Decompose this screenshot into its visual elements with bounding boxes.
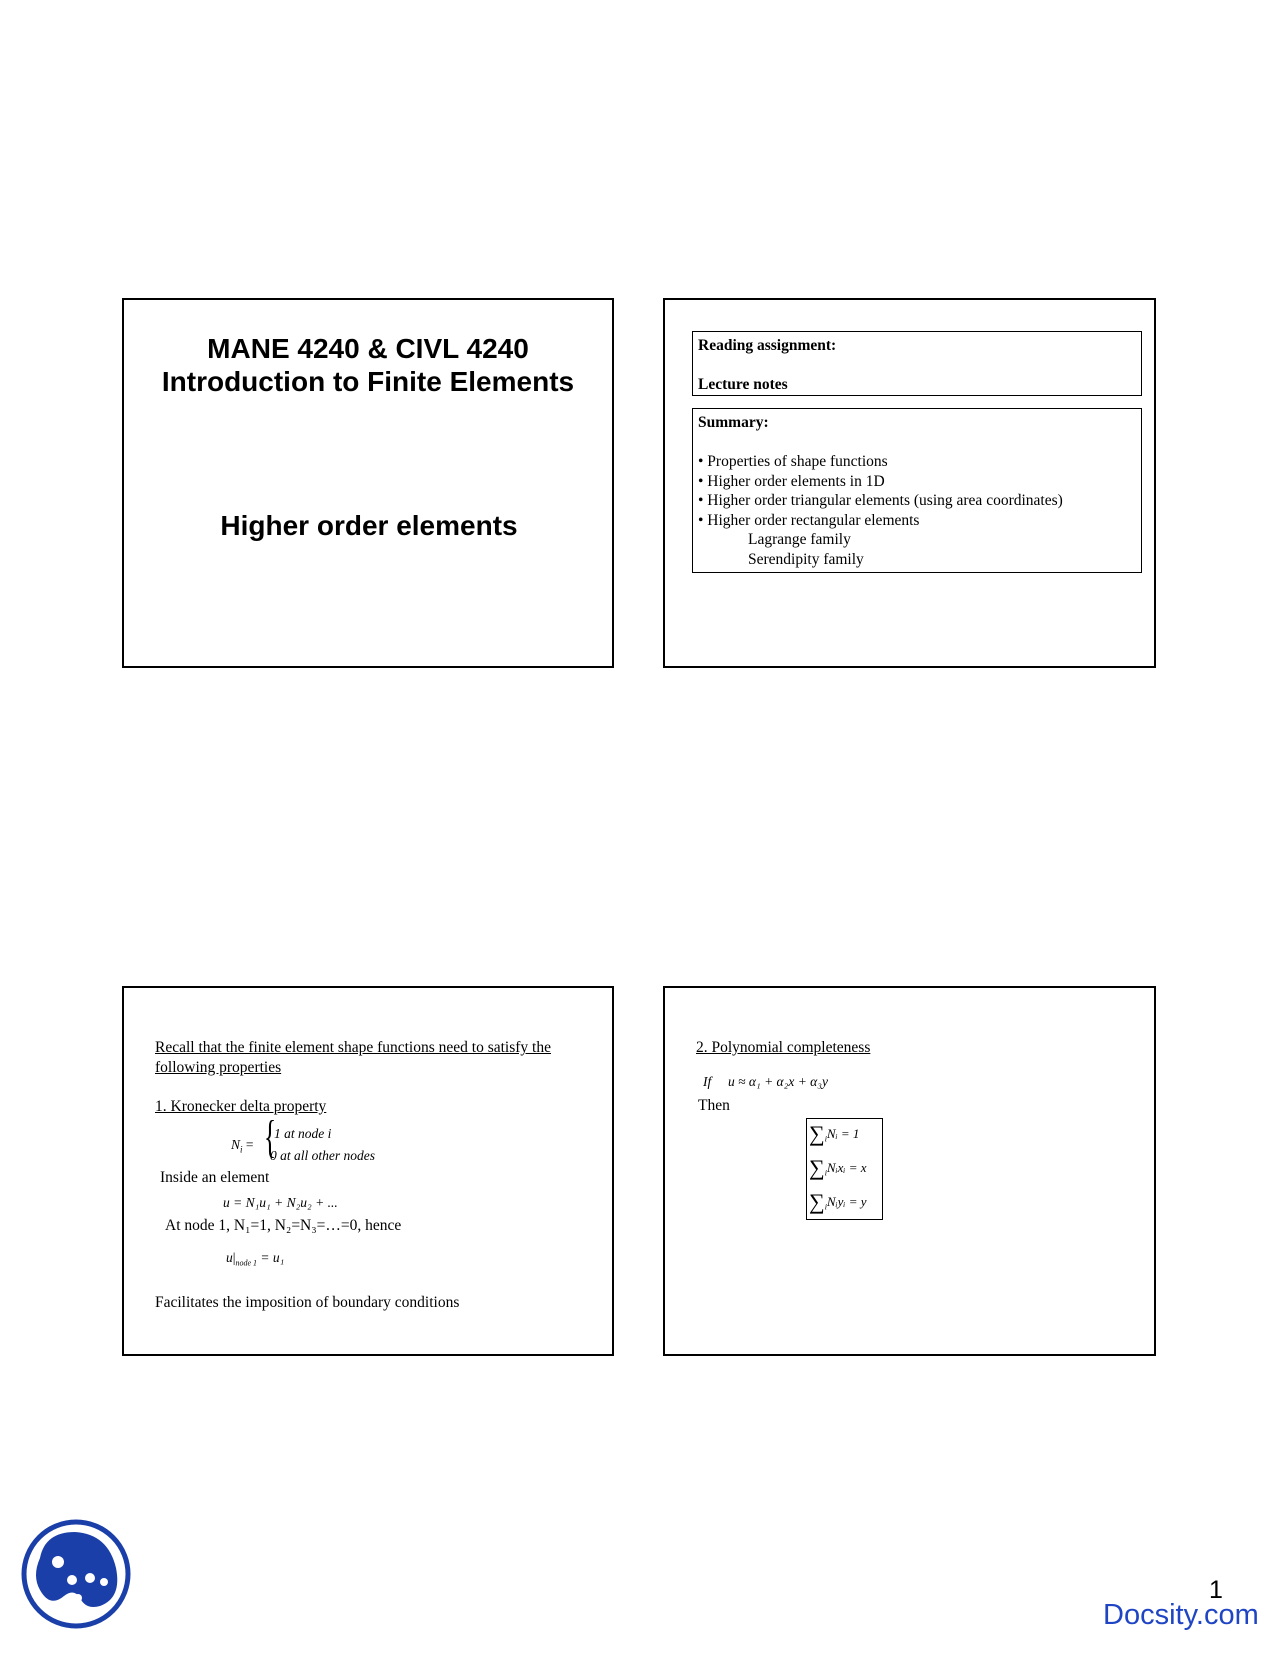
summary-item: • Higher order elements in 1D bbox=[698, 472, 885, 490]
sum-row-text: Nᵢyᵢ = y bbox=[826, 1194, 867, 1209]
ni-symbol: N bbox=[231, 1137, 241, 1152]
sum-index: i bbox=[824, 1134, 827, 1144]
case-two: 0 at all other nodes bbox=[270, 1148, 375, 1163]
polynomial-heading: 2. Polynomial completeness bbox=[696, 1039, 871, 1056]
sum-row bbox=[809, 1189, 867, 1215]
sum-index: i bbox=[824, 1202, 827, 1212]
ni-subscript: i bbox=[240, 1144, 243, 1155]
slide-polynomial bbox=[663, 986, 1156, 1356]
summary-subitem: Lagrange family bbox=[748, 531, 851, 548]
sigma-symbol: ∑ bbox=[809, 1155, 825, 1180]
case-one: 1 at node i bbox=[274, 1126, 332, 1141]
lecture-subtitle: Higher order elements bbox=[220, 510, 518, 541]
property-heading: 1. Kronecker delta property bbox=[155, 1098, 327, 1115]
course-title bbox=[124, 332, 612, 398]
sum-row-text: Nᵢxᵢ = x bbox=[826, 1160, 867, 1175]
shape-function-lhs: $N_i$ = bbox=[231, 1137, 254, 1155]
sigma-symbol: ∑ bbox=[809, 1121, 825, 1146]
facilitates-text: Facilitates the imposition of boundary conditions bbox=[155, 1294, 460, 1311]
course-title-line2: Introduction to Finite Elements bbox=[161, 366, 575, 397]
brace: { bbox=[264, 1111, 277, 1162]
summary-subitem: Serendipity family bbox=[748, 550, 864, 568]
if-label: If bbox=[703, 1074, 712, 1089]
reading-text: Lecture notes bbox=[698, 376, 788, 393]
node-equation: $u|_{node 1} = u_1$ bbox=[226, 1250, 285, 1268]
displacement-equation: u = N₁u₁ + N₂u₂ + ... bbox=[223, 1195, 338, 1210]
sum-index: i bbox=[824, 1168, 827, 1178]
node-eq-rhs: = u₁ bbox=[260, 1250, 285, 1265]
slide-summary bbox=[663, 298, 1156, 668]
node-eq-lhs: u bbox=[226, 1250, 233, 1265]
polynomial-equation: u ≈ α₁ + α₂x + α₃y bbox=[728, 1074, 828, 1089]
summary-item: • Higher order triangular elements (using area coordinates) bbox=[698, 492, 1063, 509]
docsity-brand-link[interactable]: Docsity.com bbox=[1103, 1599, 1259, 1631]
slide-title bbox=[122, 298, 614, 668]
reading-box bbox=[692, 331, 1142, 396]
docsity-logo-icon bbox=[20, 1518, 132, 1630]
at-node-text: At node 1, N₁=1, N₂=N₃=…=0, hence bbox=[165, 1217, 402, 1234]
sigma-symbol: ∑ bbox=[809, 1189, 825, 1214]
sum-row-text: Nᵢ = 1 bbox=[826, 1126, 860, 1141]
sum-row bbox=[809, 1121, 859, 1147]
summary-heading: Summary: bbox=[698, 414, 769, 431]
intro-line2: following properties bbox=[155, 1059, 282, 1076]
then-label: Then bbox=[698, 1097, 730, 1114]
inside-text: Inside an element bbox=[160, 1169, 270, 1186]
slide-kronecker bbox=[122, 986, 614, 1356]
summary-item: • Higher order rectangular elements bbox=[698, 511, 920, 529]
summary-box bbox=[692, 408, 1142, 573]
reading-heading: Reading assignment: bbox=[698, 337, 837, 354]
sum-row bbox=[809, 1155, 867, 1181]
node-eq-sub: node 1 bbox=[235, 1258, 258, 1268]
sum-box bbox=[806, 1118, 883, 1220]
page-number: 1 bbox=[1209, 1576, 1223, 1604]
summary-item: • Properties of shape functions bbox=[698, 453, 888, 470]
course-title-line1: MANE 4240 & CIVL 4240 bbox=[207, 333, 529, 364]
intro-line1: Recall that the finite element shape functions need to satisfy the bbox=[155, 1039, 551, 1056]
